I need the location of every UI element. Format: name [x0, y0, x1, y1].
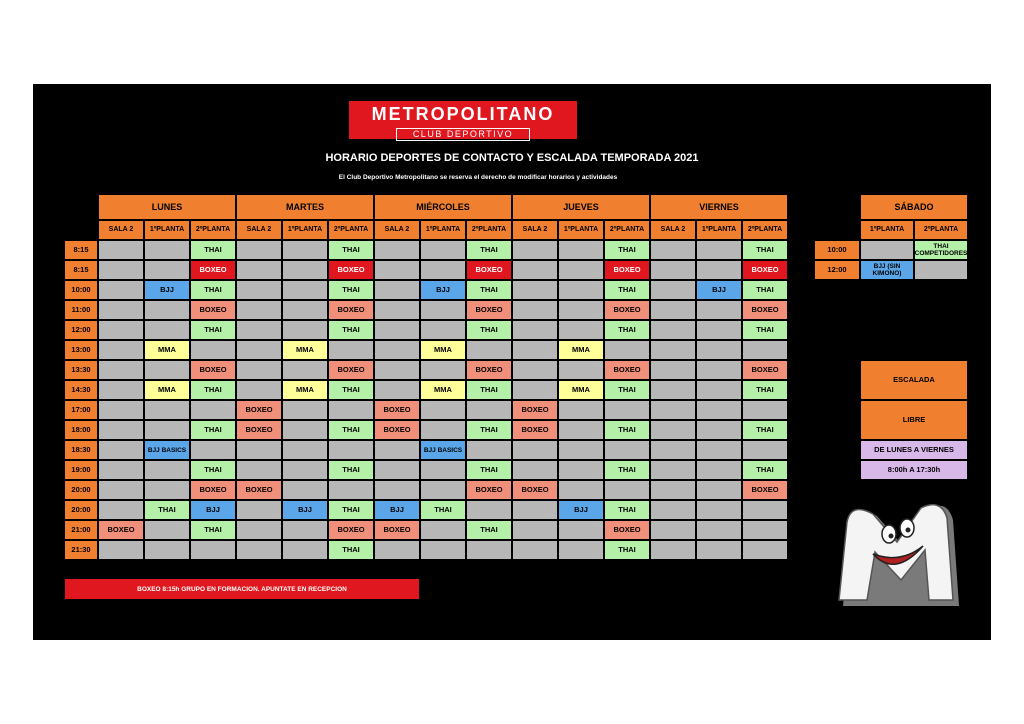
escalada-hours: 8:00h A 17:30h: [860, 460, 968, 480]
class-cell: THAI: [466, 280, 512, 300]
empty-cell: [742, 540, 788, 560]
empty-cell: [558, 360, 604, 380]
empty-cell: [512, 540, 558, 560]
empty-cell: [236, 460, 282, 480]
class-cell: BJJ: [282, 500, 328, 520]
time-cell: 18:00: [64, 420, 98, 440]
class-cell: THAI: [328, 540, 374, 560]
empty-cell: [558, 540, 604, 560]
empty-cell: [282, 540, 328, 560]
empty-cell: [98, 360, 144, 380]
empty-cell: [282, 240, 328, 260]
empty-cell: [236, 300, 282, 320]
empty-cell: [650, 280, 696, 300]
class-cell: BJJ (SIN KIMONO): [860, 260, 914, 280]
empty-cell: [558, 520, 604, 540]
time-cell: 13:30: [64, 360, 98, 380]
mascot-m-character: [835, 494, 965, 612]
empty-cell: [742, 520, 788, 540]
class-cell: BOXEO: [742, 260, 788, 280]
empty-cell: [236, 500, 282, 520]
class-cell: BOXEO: [742, 300, 788, 320]
empty-cell: [190, 540, 236, 560]
page-title: HORARIO DEPORTES DE CONTACTO Y ESCALADA TEMPORADA 2021: [325, 152, 699, 164]
empty-cell: [420, 480, 466, 500]
empty-cell: [650, 360, 696, 380]
class-cell: BOXEO: [604, 520, 650, 540]
empty-cell: [420, 240, 466, 260]
time-cell: 20:00: [64, 480, 98, 500]
class-cell: THAI: [604, 540, 650, 560]
empty-cell: [236, 360, 282, 380]
empty-cell: [98, 420, 144, 440]
empty-cell: [742, 340, 788, 360]
empty-cell: [374, 320, 420, 340]
empty-cell: [650, 500, 696, 520]
empty-cell: [236, 320, 282, 340]
empty-cell: [696, 520, 742, 540]
class-cell: THAI: [328, 460, 374, 480]
empty-cell: [650, 520, 696, 540]
class-cell: BJJ: [420, 280, 466, 300]
logo-tagline: CLUB DEPORTIVO: [396, 128, 530, 141]
class-cell: BOXEO: [466, 360, 512, 380]
empty-cell: [282, 300, 328, 320]
empty-cell: [420, 420, 466, 440]
empty-cell: [558, 420, 604, 440]
room-header: SALA 2: [236, 220, 282, 240]
empty-cell: [420, 360, 466, 380]
empty-cell: [650, 400, 696, 420]
empty-cell: [860, 240, 914, 260]
class-cell: THAI: [742, 240, 788, 260]
empty-cell: [282, 460, 328, 480]
empty-cell: [604, 440, 650, 460]
page-subtitle: El Club Deportivo Metropolitano se reserva el derecho de modificar horarios y actividades: [338, 174, 618, 181]
room-header: 2ºPLANTA: [604, 220, 650, 240]
time-cell: 20:00: [64, 500, 98, 520]
class-cell: THAI: [604, 280, 650, 300]
class-cell: THAI: [466, 320, 512, 340]
time-cell: 21:00: [64, 520, 98, 540]
empty-cell: [98, 400, 144, 420]
empty-cell: [98, 540, 144, 560]
class-cell: BJJ: [696, 280, 742, 300]
empty-cell: [374, 300, 420, 320]
class-cell: BOXEO: [512, 420, 558, 440]
room-header: 2ºPLANTA: [914, 220, 968, 240]
class-cell: THAI: [190, 420, 236, 440]
empty-cell: [282, 320, 328, 340]
empty-cell: [650, 240, 696, 260]
day-header: JUEVES: [512, 194, 650, 220]
day-header: VIERNES: [650, 194, 788, 220]
class-cell: THAI: [604, 240, 650, 260]
empty-cell: [558, 440, 604, 460]
room-header: 1ºPLANTA: [420, 220, 466, 240]
empty-cell: [374, 280, 420, 300]
empty-cell: [466, 400, 512, 420]
class-cell: BOXEO: [190, 300, 236, 320]
empty-cell: [98, 440, 144, 460]
empty-cell: [650, 300, 696, 320]
class-cell: THAI: [604, 380, 650, 400]
class-cell: THAI: [742, 320, 788, 340]
class-cell: BOXEO: [328, 300, 374, 320]
class-cell: BOXEO: [236, 400, 282, 420]
club-logo: [349, 101, 577, 139]
empty-cell: [328, 340, 374, 360]
class-cell: BOXEO: [374, 400, 420, 420]
empty-cell: [604, 480, 650, 500]
logo-name: METROPOLITANO: [371, 104, 555, 124]
empty-cell: [650, 540, 696, 560]
empty-cell: [742, 400, 788, 420]
empty-cell: [98, 300, 144, 320]
empty-cell: [282, 520, 328, 540]
schedule-poster: [33, 84, 991, 640]
empty-cell: [282, 260, 328, 280]
empty-cell: [236, 280, 282, 300]
empty-cell: [144, 360, 190, 380]
empty-cell: [282, 480, 328, 500]
empty-cell: [190, 440, 236, 460]
time-cell: 10:00: [64, 280, 98, 300]
room-header: 1ºPLANTA: [860, 220, 914, 240]
empty-cell: [236, 520, 282, 540]
empty-cell: [98, 500, 144, 520]
room-header: 2ºPLANTA: [742, 220, 788, 240]
class-cell: BOXEO: [466, 260, 512, 280]
empty-cell: [144, 300, 190, 320]
empty-cell: [696, 300, 742, 320]
empty-cell: [236, 440, 282, 460]
empty-cell: [98, 320, 144, 340]
empty-cell: [328, 480, 374, 500]
empty-cell: [512, 240, 558, 260]
empty-cell: [282, 420, 328, 440]
class-cell: MMA: [282, 340, 328, 360]
empty-cell: [466, 540, 512, 560]
room-header: 2ºPLANTA: [190, 220, 236, 240]
empty-cell: [558, 480, 604, 500]
class-cell: THAI: [742, 280, 788, 300]
empty-cell: [420, 400, 466, 420]
empty-cell: [512, 440, 558, 460]
class-cell: MMA: [558, 380, 604, 400]
time-cell: 8:15: [64, 240, 98, 260]
class-cell: BOXEO: [374, 420, 420, 440]
day-header: LUNES: [98, 194, 236, 220]
empty-cell: [98, 480, 144, 500]
empty-cell: [420, 520, 466, 540]
empty-cell: [144, 520, 190, 540]
class-cell: THAI: [190, 280, 236, 300]
class-cell: BOXEO: [190, 480, 236, 500]
day-header: MARTES: [236, 194, 374, 220]
class-cell: THAI: [190, 320, 236, 340]
room-header: 1ºPLANTA: [144, 220, 190, 240]
empty-cell: [374, 260, 420, 280]
empty-cell: [374, 480, 420, 500]
empty-cell: [650, 420, 696, 440]
empty-cell: [374, 240, 420, 260]
time-cell: 17:00: [64, 400, 98, 420]
class-cell: BOXEO: [328, 360, 374, 380]
class-cell: THAI: [604, 500, 650, 520]
empty-cell: [144, 540, 190, 560]
empty-cell: [650, 440, 696, 460]
empty-cell: [742, 500, 788, 520]
empty-cell: [98, 340, 144, 360]
empty-cell: [650, 460, 696, 480]
room-header: SALA 2: [98, 220, 144, 240]
empty-cell: [374, 460, 420, 480]
empty-cell: [512, 260, 558, 280]
empty-cell: [236, 540, 282, 560]
class-cell: BJJ: [558, 500, 604, 520]
class-cell: THAI: [328, 420, 374, 440]
empty-cell: [144, 260, 190, 280]
class-cell: THAI: [742, 420, 788, 440]
class-cell: BOXEO: [328, 520, 374, 540]
empty-cell: [374, 380, 420, 400]
empty-cell: [98, 280, 144, 300]
empty-cell: [696, 240, 742, 260]
class-cell: THAI: [604, 320, 650, 340]
time-cell: 10:00: [814, 240, 860, 260]
class-cell: BJJ: [144, 280, 190, 300]
empty-cell: [144, 320, 190, 340]
class-cell: BOXEO: [512, 480, 558, 500]
class-cell: BOXEO: [328, 260, 374, 280]
empty-cell: [282, 360, 328, 380]
class-cell: BOXEO: [512, 400, 558, 420]
class-cell: BOXEO: [466, 300, 512, 320]
class-cell: THAI: [328, 380, 374, 400]
empty-cell: [696, 320, 742, 340]
class-cell: BOXEO: [604, 300, 650, 320]
class-cell: BJJ BASICS: [144, 440, 190, 460]
class-cell: MMA: [144, 380, 190, 400]
time-cell: 13:00: [64, 340, 98, 360]
time-cell: 19:00: [64, 460, 98, 480]
empty-cell: [512, 280, 558, 300]
empty-cell: [696, 500, 742, 520]
class-cell: THAI: [144, 500, 190, 520]
time-cell: 14:30: [64, 380, 98, 400]
empty-cell: [144, 420, 190, 440]
empty-cell: [328, 440, 374, 460]
day-header: MIÉRCOLES: [374, 194, 512, 220]
empty-cell: [98, 260, 144, 280]
class-cell: THAI: [466, 240, 512, 260]
class-cell: THAI: [742, 460, 788, 480]
escalada-title: ESCALADA: [860, 360, 968, 400]
escalada-subtitle: LIBRE: [860, 400, 968, 440]
class-cell: MMA: [144, 340, 190, 360]
day-header-saturday: SÁBADO: [860, 194, 968, 220]
class-cell: THAI COMPETIDORES: [914, 240, 968, 260]
empty-cell: [144, 480, 190, 500]
class-cell: THAI: [466, 520, 512, 540]
empty-cell: [696, 540, 742, 560]
class-cell: BOXEO: [374, 520, 420, 540]
empty-cell: [236, 340, 282, 360]
empty-cell: [650, 340, 696, 360]
room-header: 1ºPLANTA: [282, 220, 328, 240]
class-cell: THAI: [190, 380, 236, 400]
class-cell: BOXEO: [236, 480, 282, 500]
time-cell: 21:30: [64, 540, 98, 560]
empty-cell: [98, 240, 144, 260]
empty-cell: [650, 320, 696, 340]
class-cell: THAI: [328, 240, 374, 260]
empty-cell: [420, 260, 466, 280]
empty-cell: [236, 380, 282, 400]
empty-cell: [466, 500, 512, 520]
empty-cell: [558, 240, 604, 260]
empty-cell: [420, 540, 466, 560]
empty-cell: [604, 400, 650, 420]
empty-cell: [696, 480, 742, 500]
escalada-days: DE LUNES A VIERNES: [860, 440, 968, 460]
empty-cell: [558, 280, 604, 300]
room-header: SALA 2: [374, 220, 420, 240]
class-cell: THAI: [466, 460, 512, 480]
time-cell: 12:00: [64, 320, 98, 340]
empty-cell: [512, 520, 558, 540]
class-cell: BJJ: [190, 500, 236, 520]
time-cell: 11:00: [64, 300, 98, 320]
class-cell: BOXEO: [604, 360, 650, 380]
empty-cell: [374, 360, 420, 380]
empty-cell: [420, 460, 466, 480]
class-cell: THAI: [420, 500, 466, 520]
empty-cell: [604, 340, 650, 360]
time-cell: 12:00: [814, 260, 860, 280]
empty-cell: [558, 400, 604, 420]
empty-cell: [466, 340, 512, 360]
class-cell: BOXEO: [742, 480, 788, 500]
class-cell: BOXEO: [466, 480, 512, 500]
class-cell: BOXEO: [604, 260, 650, 280]
empty-cell: [558, 320, 604, 340]
empty-cell: [512, 300, 558, 320]
class-cell: THAI: [190, 240, 236, 260]
empty-cell: [236, 240, 282, 260]
empty-cell: [650, 260, 696, 280]
empty-cell: [512, 460, 558, 480]
class-cell: MMA: [282, 380, 328, 400]
empty-cell: [696, 260, 742, 280]
class-cell: BOXEO: [742, 360, 788, 380]
empty-cell: [98, 380, 144, 400]
class-cell: THAI: [604, 460, 650, 480]
empty-cell: [328, 400, 374, 420]
class-cell: MMA: [558, 340, 604, 360]
class-cell: BOXEO: [190, 260, 236, 280]
room-header: 2ºPLANTA: [328, 220, 374, 240]
class-cell: THAI: [604, 420, 650, 440]
class-cell: THAI: [328, 500, 374, 520]
empty-cell: [190, 400, 236, 420]
empty-cell: [190, 340, 236, 360]
empty-cell: [144, 460, 190, 480]
class-cell: BJJ: [374, 500, 420, 520]
class-cell: BJJ BASICS: [420, 440, 466, 460]
class-cell: THAI: [742, 380, 788, 400]
time-cell: 8:15: [64, 260, 98, 280]
empty-cell: [420, 300, 466, 320]
room-header: 1ºPLANTA: [558, 220, 604, 240]
empty-cell: [558, 260, 604, 280]
empty-cell: [512, 500, 558, 520]
class-cell: MMA: [420, 340, 466, 360]
boxeo-notice: BOXEO 8:15h GRUPO EN FORMACION. APUNTATE EN RECEPCION: [65, 579, 419, 599]
empty-cell: [696, 460, 742, 480]
empty-cell: [696, 340, 742, 360]
empty-cell: [742, 440, 788, 460]
room-header: 2ºPLANTA: [466, 220, 512, 240]
empty-cell: [696, 420, 742, 440]
empty-cell: [696, 380, 742, 400]
empty-cell: [282, 400, 328, 420]
empty-cell: [696, 400, 742, 420]
class-cell: THAI: [466, 380, 512, 400]
empty-cell: [98, 460, 144, 480]
room-header: SALA 2: [512, 220, 558, 240]
empty-cell: [374, 540, 420, 560]
empty-cell: [696, 440, 742, 460]
empty-cell: [914, 260, 968, 280]
class-cell: BOXEO: [236, 420, 282, 440]
empty-cell: [512, 340, 558, 360]
class-cell: THAI: [328, 280, 374, 300]
class-cell: THAI: [190, 520, 236, 540]
empty-cell: [236, 260, 282, 280]
empty-cell: [512, 320, 558, 340]
empty-cell: [512, 360, 558, 380]
empty-cell: [374, 340, 420, 360]
room-header: 1ºPLANTA: [696, 220, 742, 240]
time-cell: 18:30: [64, 440, 98, 460]
empty-cell: [420, 320, 466, 340]
class-cell: BOXEO: [98, 520, 144, 540]
class-cell: THAI: [328, 320, 374, 340]
empty-cell: [282, 440, 328, 460]
empty-cell: [374, 440, 420, 460]
empty-cell: [650, 380, 696, 400]
empty-cell: [558, 460, 604, 480]
room-header: SALA 2: [650, 220, 696, 240]
empty-cell: [512, 380, 558, 400]
empty-cell: [650, 480, 696, 500]
empty-cell: [144, 400, 190, 420]
empty-cell: [558, 300, 604, 320]
empty-cell: [144, 240, 190, 260]
class-cell: THAI: [466, 420, 512, 440]
empty-cell: [282, 280, 328, 300]
class-cell: THAI: [190, 460, 236, 480]
empty-cell: [696, 360, 742, 380]
empty-cell: [466, 440, 512, 460]
class-cell: MMA: [420, 380, 466, 400]
class-cell: BOXEO: [190, 360, 236, 380]
